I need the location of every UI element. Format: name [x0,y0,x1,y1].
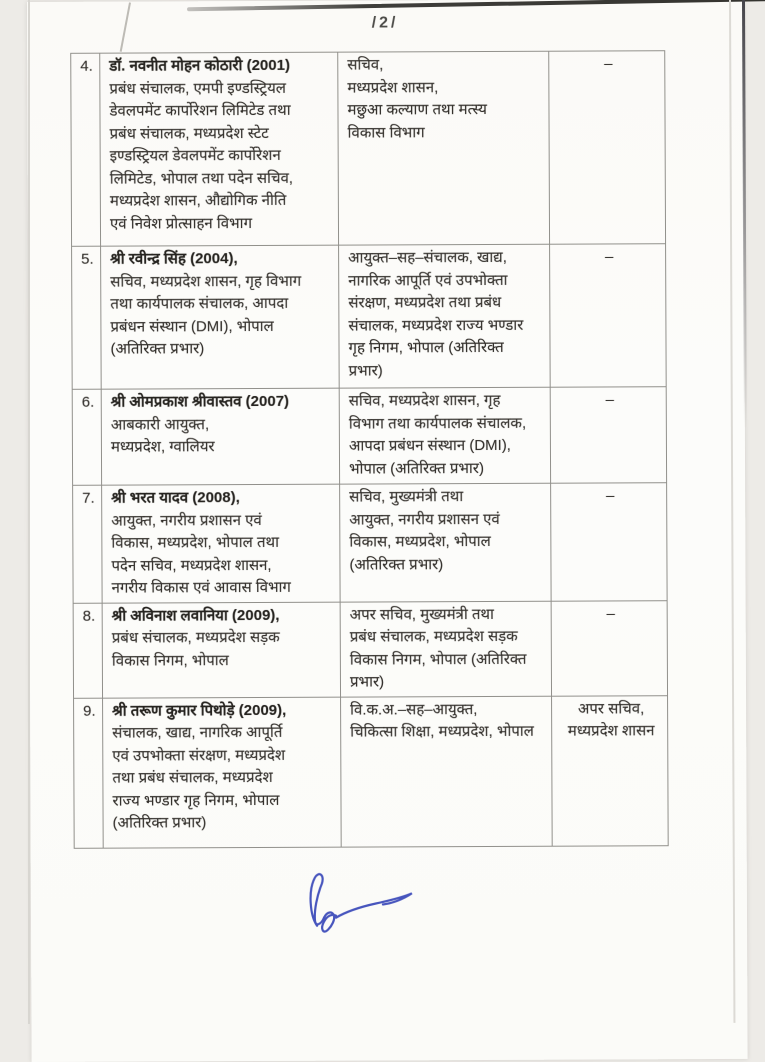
officer-current-designation: सचिव, मध्यप्रदेश शासन, गृह विभाग तथा कार्यपालक संचालक, आपदा प्रबंधन संस्थान (DMI), भोपाल (अतिरिक्त प्रभार) [110,272,302,358]
name-cell [101,388,339,485]
name-cell [103,697,342,848]
remark-cell: – [550,387,666,484]
officer-name: श्री रवीन्द्र सिंह (2004), [110,250,238,268]
signature-mark [295,868,419,937]
name-cell [101,245,340,389]
serial-cell: 8. [73,603,102,698]
page-number: /2/ [371,14,399,32]
post-cell: सचिव, मध्यप्रदेश शासन, मछुआ कल्याण तथा मत्स्य विकास विभाग [338,51,550,245]
serial-cell: 6. [72,389,101,485]
officer-current-designation: प्रबंध संचालक, मध्यप्रदेश सड़क विकास निगम, भोपाल [111,628,280,670]
table-row [73,600,667,698]
table-row [72,244,667,390]
officer-name: श्री तरूण कुमार पिथोड़े (2009), [112,701,287,720]
name-cell [102,484,341,603]
post-cell: आयुक्त–सह–संचालक, खाद्य, नागरिक आपूर्ति एवं उपभोक्ता संरक्षण, मध्यप्रदेश तथा प्रबंध संचालक, मध्यप्रदेश राज्य भण्डार गृह निगम, भोपाल (अतिरिक्त प्रभार) [339,244,551,388]
officer-current-designation: प्रबंध संचालक, एमपी इण्डस्ट्रियल डेवलपमेंट कार्पोरेशन लिमिटेड तथा प्रबंध संचालक, मध्यप्रदेश स्टेट इण्डस्ट्रियल डेवलपमेंट कार्पोरेशन लिमिटेड, भोपाल तथा पदेन सचिव, मध्यप्रदेश शासन, औद्योगिक नीति एवं निवेश प्रोत्साहन विभाग [109,79,294,233]
officer-current-designation: आबकारी आयुक्त, मध्यप्रदेश, ग्वालियर [110,415,215,456]
officer-current-designation: आयुक्त, नगरीय प्रशासन एवं विकास, मध्यप्रदेश, भोपाल तथा पदेन सचिव, मध्यप्रदेश शासन, नगरीय विकास एवं आवास विभाग [111,511,291,597]
remark-cell: – [550,244,667,388]
post-cell: सचिव, मुख्यमंत्री तथा आयुक्त, नगरीय प्रशासन एवं विकास, मध्यप्रदेश, भोपाल (अतिरिक्त प्रभार) [340,483,552,601]
page-right-edge-shadow-artifact [742,0,747,429]
serial-cell: 7. [73,485,103,603]
scanned-page [27,0,748,1062]
officer-name: श्री ओमप्रकाश श्रीवास्तव (2007) [110,392,290,411]
officers-table [70,50,668,848]
remark-cell: अपर सचिव, मध्यप्रदेश शासन [552,695,669,846]
serial-cell: 4. [71,53,101,246]
officer-name: श्री अविनाश लवानिया (2009), [111,606,280,625]
officer-name: श्री भरत यादव (2008), [111,489,240,507]
name-cell [100,52,339,246]
remark-cell: – [551,600,667,696]
table-row [72,387,666,486]
name-cell [102,602,340,698]
remark-cell: – [551,483,668,601]
table-row [71,51,666,247]
serial-cell: 9. [74,698,104,848]
table-row [73,483,668,603]
officer-name: डॉ. नवनीत मोहन कोठारी (2001) [109,56,291,75]
post-cell: अपर सचिव, मुख्यमंत्री तथा प्रबंध संचालक, मध्यप्रदेश सड़क विकास निगम, भोपाल (अतिरिक्त प्रभार) [340,601,551,697]
officer-current-designation: संचालक, खाद्य, नागरिक आपूर्ति एवं उपभोक्ता संरक्षण, मध्यप्रदेश तथा प्रबंध संचालक, मध्यप्रदेश राज्य भण्डार गृह निगम, भोपाल (अतिरिक्त प्रभार) [112,723,286,832]
remark-cell: – [549,51,666,245]
page-left-edge-artifact [28,0,30,1024]
serial-cell: 5. [72,246,102,389]
document-content [27,0,748,1062]
table-row [74,695,669,848]
signature-ink-icon [295,868,419,937]
post-cell: सचिव, मध्यप्रदेश शासन, गृह विभाग तथा कार्यपालक संचालक, आपदा प्रबंधन संस्थान (DMI), भोपाल (अतिरिक्त प्रभार) [339,387,550,484]
post-cell: वि.क.अ.–सह–आयुक्त, चिकित्सा शिक्षा, मध्यप्रदेश, भोपाल [341,696,553,847]
